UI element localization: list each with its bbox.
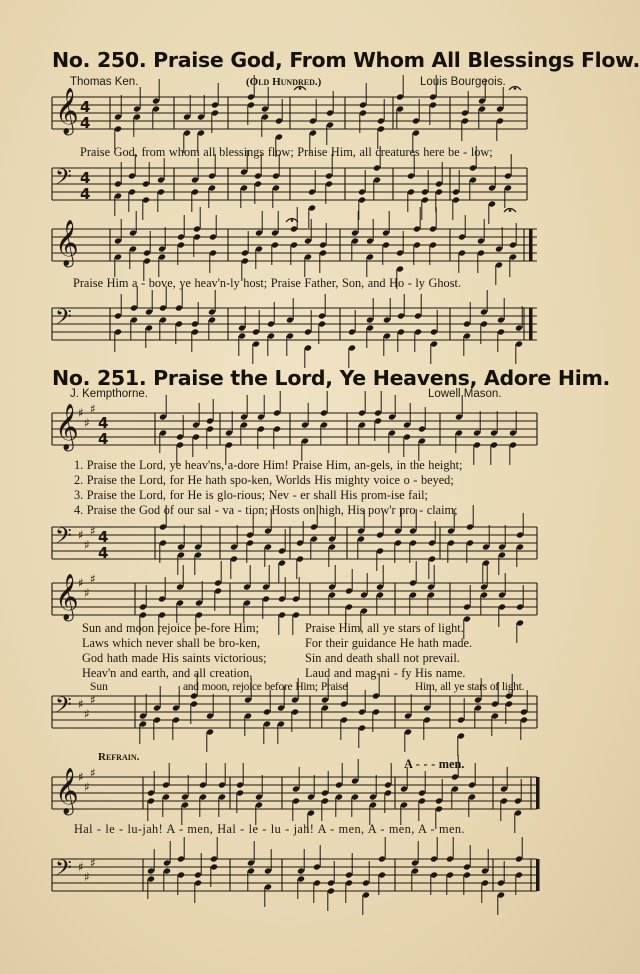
- refrain-label: Refrain.: [98, 751, 140, 763]
- fermata-dot: [514, 87, 517, 90]
- time-signature: 4: [98, 430, 109, 448]
- hymn-251-verse-4-second-half: Heav'n and earth, and all creation,: [82, 666, 253, 680]
- key-sharp: ♯: [84, 538, 90, 552]
- hymn-251-verse-2-end: For their guidance He hath made.: [305, 636, 473, 650]
- time-signature: 4: [98, 544, 109, 562]
- treble-clef: 𝄞: [55, 574, 79, 620]
- key-sharp: ♯: [84, 707, 90, 721]
- hymn-251-verse-3: 3. Praise the Lord, for He is glo-rious; Nev - er shall His prom-ise fail;: [74, 488, 428, 502]
- bass-part-words-2: and moon, rejoice before Him; Praise: [183, 681, 348, 693]
- bass-part-words-1: Sun: [90, 681, 108, 693]
- key-sharp: ♯: [90, 766, 96, 780]
- bass-clef: 𝄢: [55, 856, 72, 886]
- hymn-251-verse-3-end: Sin and death shall not prevail.: [305, 651, 460, 665]
- hymn-250-title: No. 250. Praise God, From Whom All Blessings Flow.: [52, 48, 640, 72]
- hymn-251-verse-1-second-half: Sun and moon rejoice be-fore Him;: [82, 621, 259, 635]
- hymn-251-title: No. 251. Praise the Lord, Ye Heavens, Adore Him.: [52, 366, 610, 390]
- amen-top-words: A - - - men.: [404, 757, 465, 771]
- final-barline: [529, 229, 533, 261]
- key-sharp: ♯: [78, 697, 84, 711]
- bass-clef: 𝄢: [55, 165, 72, 195]
- key-sharp: ♯: [90, 856, 96, 870]
- key-sharp: ♯: [78, 528, 84, 542]
- fermata-dot: [509, 209, 512, 212]
- hymn-251-verse-1-end: Praise Him, all ye stars of light.: [305, 621, 464, 635]
- treble-clef: 𝄞: [55, 404, 79, 450]
- final-barline: [536, 859, 540, 891]
- hymn-251-verse-4-end: Laud and mag-ni - fy His name.: [305, 666, 466, 680]
- hymn-251-verse-2-second-half: Laws which never shall be bro-ken,: [82, 636, 261, 650]
- hymn-251-music-by: Lowell Mason.: [428, 388, 502, 400]
- hymn-250-lyric-line-2: Praise Him a - bove, ye heav'n-ly host; Praise Father, Son, and Ho - ly Ghost.: [73, 276, 461, 290]
- key-sharp: ♯: [90, 693, 96, 707]
- key-sharp: ♯: [84, 780, 90, 794]
- fermata-dot: [291, 219, 294, 222]
- hymn-251-verse-1: 1. Praise the Lord, ye heav'ns, a-dore Him! Praise Him, an-gels, in the height;: [74, 458, 463, 472]
- final-barline: [536, 777, 540, 809]
- time-signature: 4: [80, 114, 91, 132]
- hymn-250-music-by: Louis Bourgeois.: [420, 76, 506, 88]
- refrain-lyric-line: Hal - le - lu-jah! A - men, Hal - le - lu - jah! A - men, A - men, A - men.: [74, 822, 465, 836]
- time-signature: 4: [80, 169, 91, 187]
- hymn-251-verse-4: 4. Praise the God of our sal - va - tion; Hosts on high, His pow'r pro - claim;: [74, 503, 458, 517]
- time-signature: 4: [80, 98, 91, 116]
- time-signature: 4: [98, 414, 109, 432]
- key-sharp: ♯: [78, 770, 84, 784]
- key-sharp: ♯: [90, 524, 96, 538]
- key-sharp: ♯: [84, 586, 90, 600]
- hymn-250-tune-name: (Old Hundred.): [246, 76, 322, 88]
- time-signature: 4: [98, 528, 109, 546]
- key-sharp: ♯: [84, 416, 90, 430]
- bass-clef: 𝄢: [55, 693, 72, 723]
- hymn-251-verse-3-second-half: God hath made His saints victorious;: [82, 651, 267, 665]
- key-sharp: ♯: [84, 870, 90, 884]
- treble-clef: 𝄞: [55, 88, 79, 134]
- key-sharp: ♯: [90, 572, 96, 586]
- treble-clef: 𝄞: [55, 768, 79, 814]
- bass-part-words-3: Him, all ye stars of light.: [415, 681, 525, 693]
- hymn-251-verse-2: 2. Praise the Lord, for He hath spo-ken, Worlds His mighty voice o - beyed;: [74, 473, 454, 487]
- key-sharp: ♯: [90, 402, 96, 416]
- bass-clef: 𝄢: [55, 305, 72, 335]
- hymn-251-words-by: J. Kempthorne.: [70, 388, 148, 400]
- treble-clef: 𝄞: [55, 220, 79, 266]
- key-sharp: ♯: [78, 576, 84, 590]
- hymn-250-lyric-line-1: Praise God, from whom all blessings flow; Praise Him, all creatures here be - low;: [80, 145, 493, 159]
- key-sharp: ♯: [78, 860, 84, 874]
- hymn-250-words-by: Thomas Ken.: [70, 76, 139, 88]
- time-signature: 4: [80, 185, 91, 203]
- key-sharp: ♯: [78, 406, 84, 420]
- bass-clef: 𝄢: [55, 524, 72, 554]
- final-barline: [529, 308, 533, 340]
